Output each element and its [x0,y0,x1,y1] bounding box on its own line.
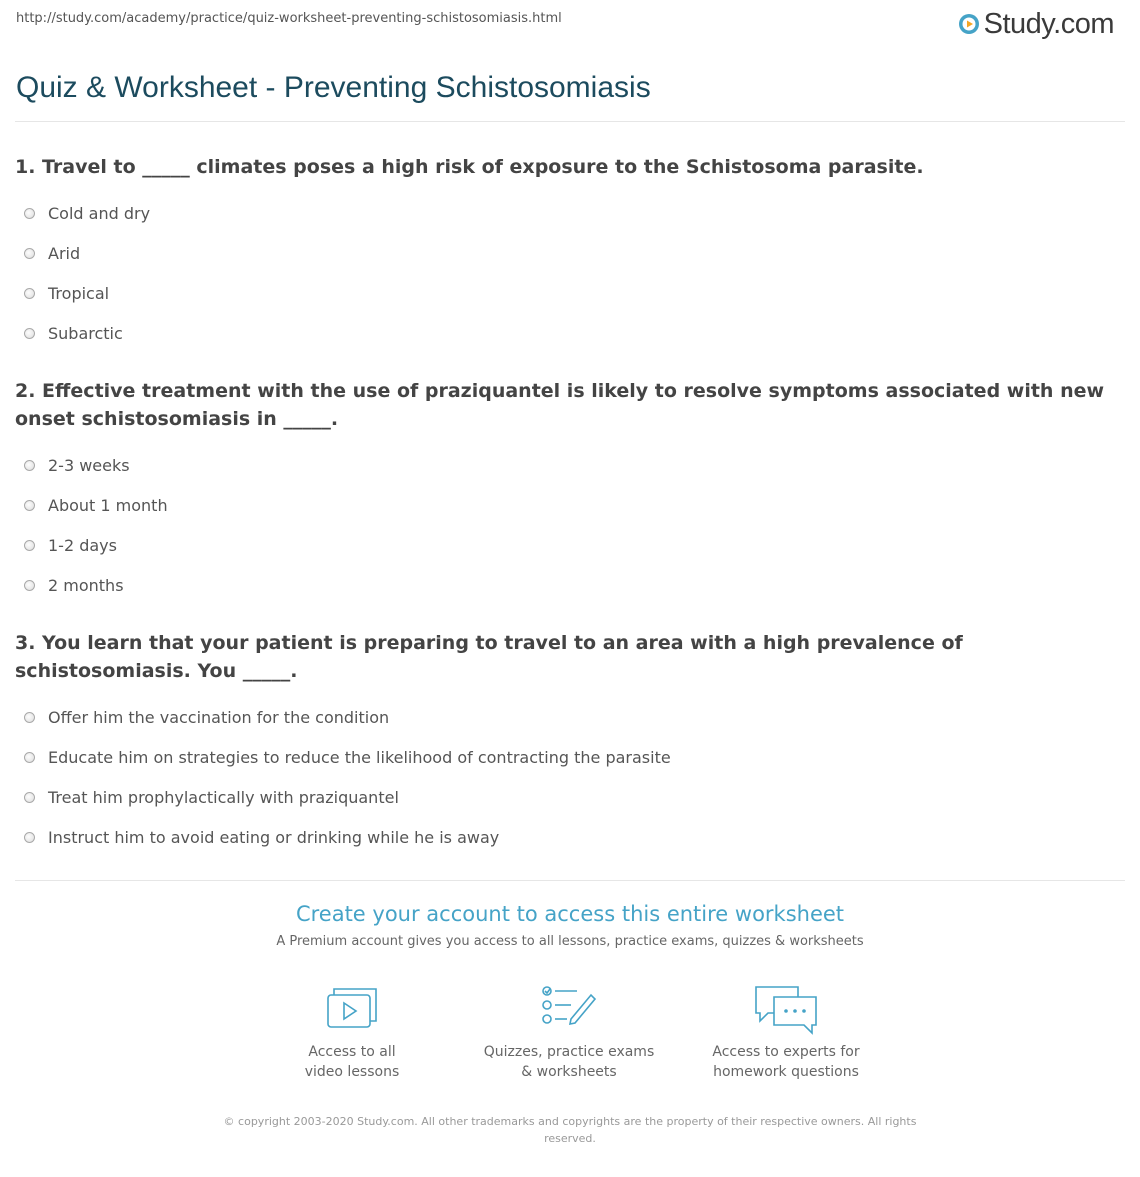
answer-option[interactable] [15,737,1115,777]
question-text: 1. Travel to _____ climates poses a high risk of exposure to the Schistosoma parasite. [15,156,924,178]
feature-video-lessons [252,985,452,1082]
option-label: 2-3 weeks [48,455,130,475]
feature-label: Access to experts for homework questions [712,1044,860,1080]
answer-option[interactable] [15,565,1115,605]
radio-button[interactable] [24,328,35,339]
divider [15,121,1125,122]
quiz-checklist-icon [541,985,597,1029]
radio-button[interactable] [24,792,35,803]
logo-text: Study.com [983,7,1114,40]
answer-option[interactable] [15,697,1115,737]
page-url: http://study.com/academy/practice/quiz-worksheet-preventing-schistosomiasis.html [16,11,562,26]
video-lesson-icon [326,985,378,1029]
radio-button[interactable] [24,540,35,551]
answer-option[interactable] [15,313,1115,353]
option-label: Subarctic [48,323,123,343]
answer-option[interactable] [15,485,1115,525]
copyright-notice: © copyright 2003-2020 Study.com. All other trademarks and copyrights are the property of their respective owners. All rights reserved. [223,1115,917,1145]
radio-button[interactable] [24,712,35,723]
option-label: Treat him prophylactically with praziquantel [48,787,399,807]
answer-option[interactable] [15,445,1115,485]
option-label: Offer him the vaccination for the condition [48,707,390,727]
create-account-link[interactable]: Create your account to access this entire worksheet [295,902,845,926]
chat-bubbles-icon [754,985,818,1035]
radio-button[interactable] [24,248,35,259]
option-label: 2 months [48,575,124,595]
answer-option[interactable] [15,273,1115,313]
play-circle-icon [958,13,980,35]
radio-button[interactable] [24,208,35,219]
radio-button[interactable] [24,460,35,471]
answer-option[interactable] [15,817,1115,857]
option-label: Cold and dry [48,203,151,223]
option-label: Educate him on strategies to reduce the likelihood of contracting the parasite [48,747,671,767]
question-1 [15,153,1115,353]
answer-option[interactable] [15,193,1115,233]
question-2 [15,377,1115,605]
option-label: Instruct him to avoid eating or drinking while he is away [48,827,500,847]
question-text: 3. You learn that your patient is preparing to travel to an area with a high prevalence of schistosomiasis. You _____. [15,632,963,682]
feature-label: Quizzes, practice exams & worksheets [483,1044,655,1080]
radio-button[interactable] [24,752,35,763]
radio-button[interactable] [24,500,35,511]
feature-experts [686,985,886,1082]
radio-button[interactable] [24,288,35,299]
option-label: About 1 month [48,495,168,515]
divider [15,880,1125,881]
answer-option[interactable] [15,233,1115,273]
answer-option[interactable] [15,525,1115,565]
option-label: 1-2 days [48,535,117,555]
page-title: Quiz & Worksheet - Preventing Schistosomiasis [16,71,651,104]
question-3 [15,629,1115,857]
option-label: Tropical [48,283,110,303]
feature-label: Access to all video lessons [304,1044,400,1080]
promo-subtitle: A Premium account gives you access to all lessons, practice exams, quizzes & worksheets [276,934,864,949]
answer-option[interactable] [15,777,1115,817]
option-label: Arid [48,243,81,263]
radio-button[interactable] [24,580,35,591]
radio-button[interactable] [24,832,35,843]
feature-quizzes [469,985,669,1082]
study-logo[interactable] [958,6,1114,42]
question-text: 2. Effective treatment with the use of praziquantel is likely to resolve symptoms associated with new onset schistosomiasis in _____. [15,380,1105,430]
